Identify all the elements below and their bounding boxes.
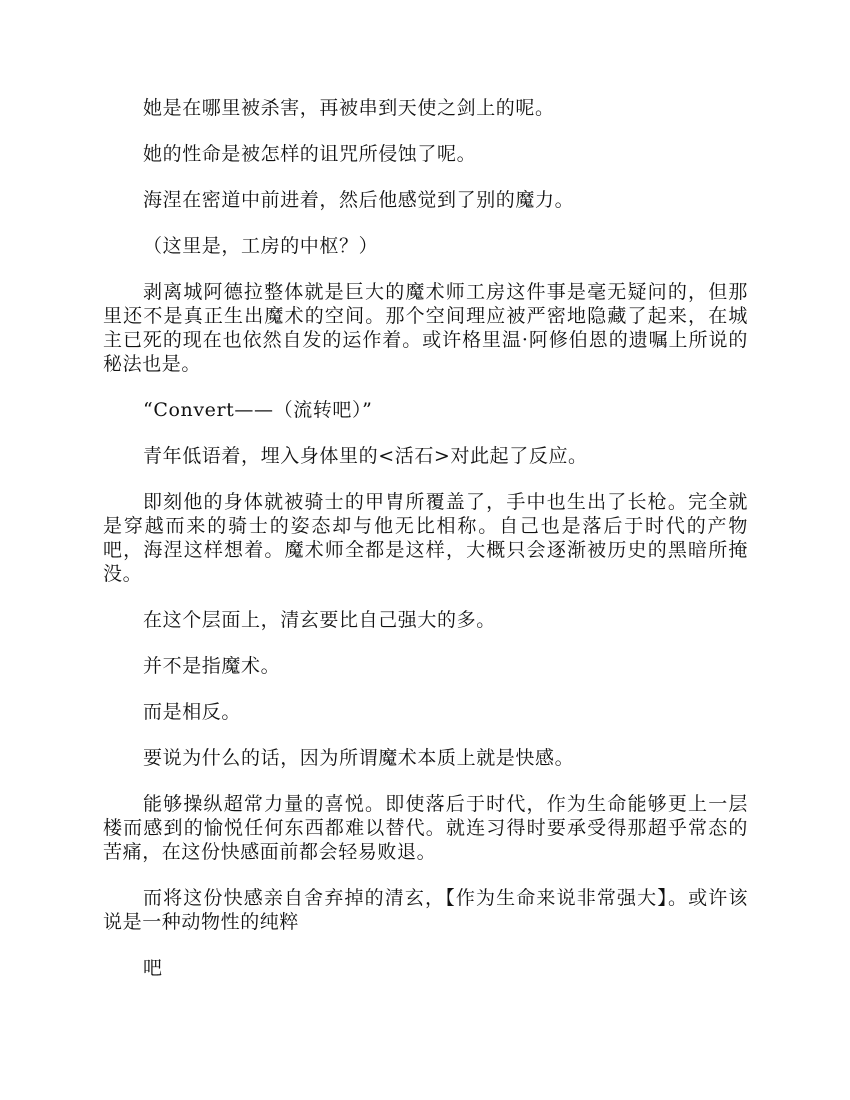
paragraph: 而将这份快感亲自舍弃掉的清玄，【作为生命来说非常强大】。或许该说是一种动物性的纯粹 (103, 887, 748, 933)
paragraph: 吧 (143, 957, 163, 979)
paragraph: 海涅在密道中前进着，然后他感觉到了别的魔力。 (143, 189, 575, 211)
paragraph: 在这个层面上，清玄要比自己强大的多。 (143, 609, 496, 631)
paragraph: 而是相反。 (143, 701, 242, 723)
paragraph: “Convert——（流转吧）” (143, 399, 373, 421)
paragraph: 剥离城阿德拉整体就是巨大的魔术师工房这件事是毫无疑问的，但那里还不是真正生出魔术的空间。那个空间理应被严密地隐藏了起来，在城主已死的现在也依然自发的运作着。或许格里温·阿修伯恩的遗嘱上所说的秘法也是。 (103, 281, 748, 375)
paragraph: 能够操纵超常力量的喜悦。即使落后于时代，作为生命能够更上一层楼而感到的愉悦任何东西都难以替代。就连习得时要承受得那超乎常态的苦痛，在这份快感面前都会轻易败退。 (103, 793, 748, 863)
paragraph: 要说为什么的话，因为所谓魔术本质上就是快感。 (143, 747, 575, 769)
document-page (103, 96, 748, 980)
paragraph: 并不是指魔术。 (143, 655, 281, 677)
paragraph: 即刻他的身体就被骑士的甲胄所覆盖了，手中也生出了长枪。完全就是穿越而来的骑士的姿态却与他无比相称。自己也是落后于时代的产物吧，海涅这样想着。魔术师全都是这样，大概只会逐渐被历史的黑暗所掩没。 (103, 491, 748, 585)
paragraph: 青年低语着，埋入身体里的<活石>对此起了反应。 (143, 445, 588, 467)
paragraph: 她是在哪里被杀害，再被串到天使之剑上的呢。 (143, 97, 555, 119)
paragraph: （这里是，工房的中枢？） (143, 235, 379, 257)
paragraph: 她的性命是被怎样的诅咒所侵蚀了呢。 (143, 143, 477, 165)
